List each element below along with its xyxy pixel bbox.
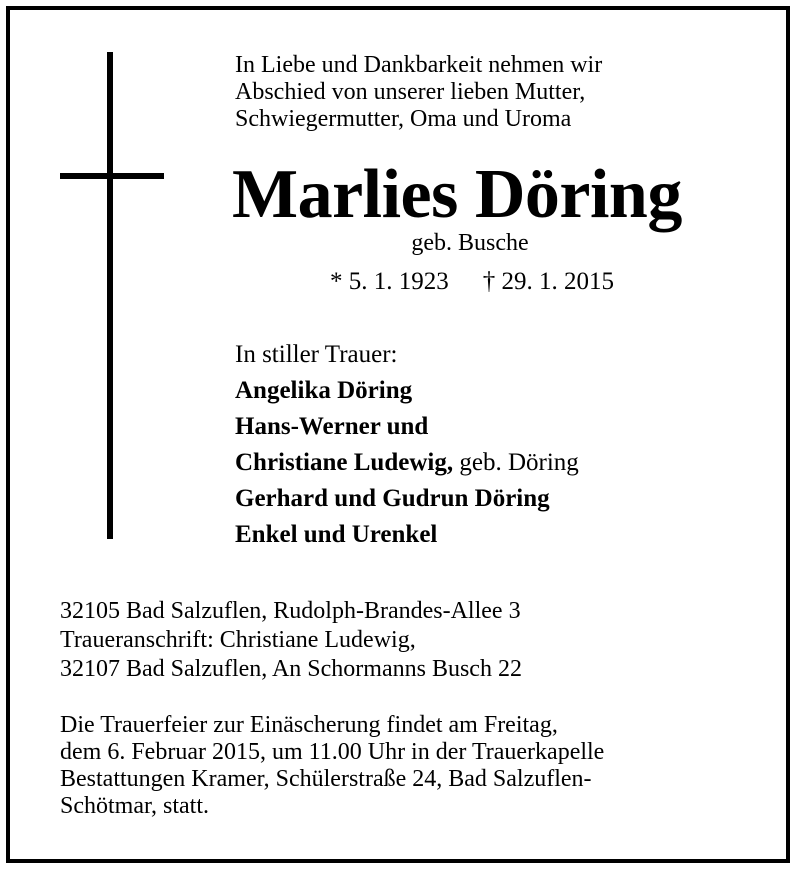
death-date: † 29. 1. 2015 <box>482 268 614 295</box>
intro-text <box>235 52 735 133</box>
ceremony-line: dem 6. Februar 2015, um 11.00 Uhr in der Trauerkapelle <box>60 739 605 765</box>
mourner-line: Angelika Döring <box>235 377 413 404</box>
address-line: 32105 Bad Salzuflen, Rudolph-Brandes-Allee 3 <box>60 598 521 624</box>
address-line: Traueranschrift: Christiane Ludewig, <box>60 627 416 653</box>
mourner-note: geb. Döring <box>453 449 579 476</box>
mourning-heading: In stiller Trauer: <box>235 341 398 368</box>
mourner-name: Christiane Ludewig, <box>235 449 454 476</box>
mourner-line: Enkel und Urenkel <box>235 521 438 548</box>
intro-line: Abschied von unserer lieben Mutter, <box>235 79 586 105</box>
ceremony-line: Die Trauerfeier zur Einäscherung findet am Freitag, <box>60 712 558 738</box>
address-line: 32107 Bad Salzuflen, An Schormanns Busch 22 <box>60 656 522 682</box>
cross-horizontal-bar <box>60 173 164 179</box>
mourner-line <box>235 445 775 481</box>
mourner-line: Hans-Werner und <box>235 413 429 440</box>
deceased-name: Marlies Döring <box>232 156 682 233</box>
intro-line: In Liebe und Dankbarkeit nehmen wir <box>235 52 603 78</box>
life-dates <box>330 266 614 298</box>
mourners-block <box>235 337 775 553</box>
birth-date: * 5. 1. 1923 <box>330 268 449 295</box>
ceremony-line: Bestattungen Kramer, Schülerstraße 24, Bad Salzuflen- <box>60 766 592 792</box>
mourner-line: Gerhard und Gudrun Döring <box>235 485 550 512</box>
intro-line: Schwiegermutter, Oma und Uroma <box>235 106 572 132</box>
cross-vertical-bar <box>107 52 113 539</box>
ceremony-line: Schötmar, statt. <box>60 793 210 819</box>
ceremony-text <box>60 712 780 820</box>
address-block <box>60 597 760 684</box>
maiden-name: geb. Busche <box>411 230 529 256</box>
